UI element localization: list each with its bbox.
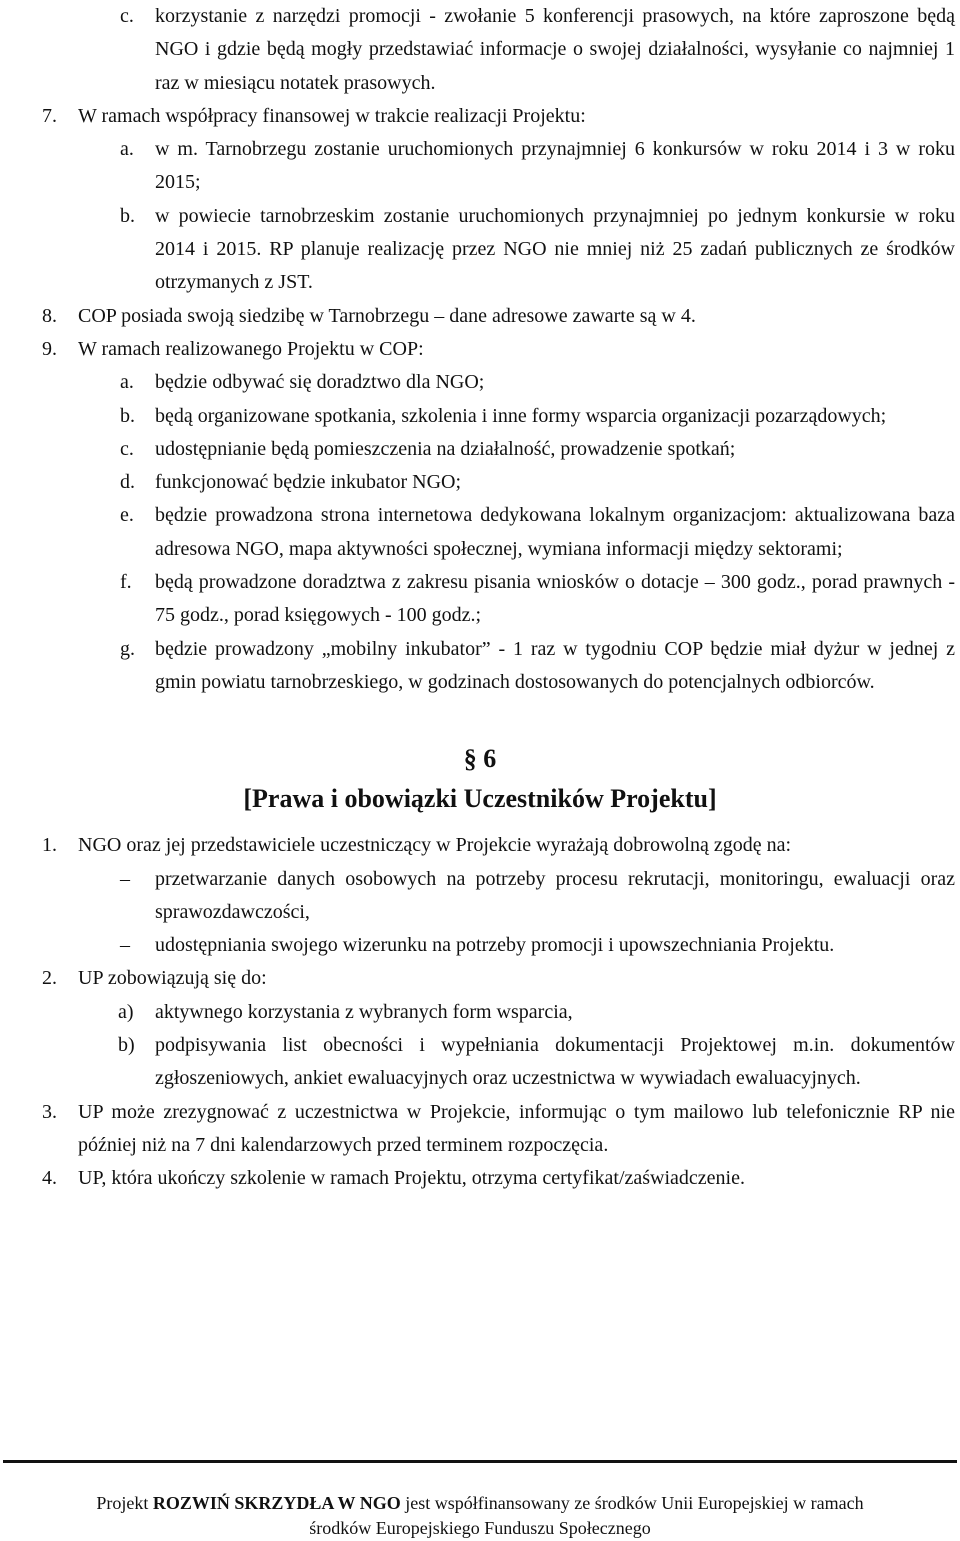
list-text: UP, która ukończy szkolenie w ramach Projektu, otrzyma certyfikat/zaświadczenie. <box>78 1167 745 1190</box>
list-item <box>120 133 955 200</box>
section-number: § 6 <box>463 744 497 774</box>
list-item <box>42 829 955 862</box>
list-text: będzie odbywać się doradztwo dla NGO; <box>155 371 485 394</box>
list-marker: 7. <box>42 104 57 127</box>
list-item <box>120 566 955 633</box>
list-text: podpisywania list obecności i wypełniania dokumentacji Projektowej m.in. dokumentów zgłoszeniowych, ankiet ewaluacyjnych oraz uczestnictwa w wywiadach ewaluacyjnych. <box>155 1034 955 1090</box>
list-marker: 2. <box>42 967 57 990</box>
list-item <box>118 1029 955 1096</box>
list-text: w m. Tarnobrzegu zostanie uruchomionych przynajmniej 6 konkursów w roku 2014 i 3 w roku 2015; <box>155 138 955 194</box>
footer-line-2: środków Europejskiego Funduszu Społecznego <box>309 1518 651 1538</box>
list-item <box>42 333 955 366</box>
list-item <box>120 929 955 962</box>
list-text: COP posiada swoją siedzibę w Tarnobrzegu – dane adresowe zawarte są w 4. <box>78 304 696 327</box>
list-text: W ramach współpracy finansowej w trakcie realizacji Projektu: <box>78 104 586 127</box>
list-marker: 8. <box>42 304 57 327</box>
list-marker: e. <box>120 504 134 527</box>
list-marker: a. <box>120 138 134 161</box>
dash-marker: – <box>120 867 130 890</box>
list-item <box>42 300 955 333</box>
list-marker: 4. <box>42 1167 57 1190</box>
list-text: będzie prowadzona strona internetowa dedykowana lokalnym organizacjom: aktualizowana baza adresowa NGO, mapa aktywności społecznej, wymiana informacji między sektorami; <box>155 504 955 560</box>
section-title: [Prawa i obowiązki Uczestników Projektu] <box>243 784 717 814</box>
list-text: W ramach realizowanego Projektu w COP: <box>78 337 424 360</box>
list-text: będą prowadzone doradztwa z zakresu pisania wniosków o dotacje – 300 godz., porad prawnych - 75 godz., porad księgowych - 100 godz.; <box>155 571 955 627</box>
list-marker: f. <box>120 571 132 594</box>
list-item <box>42 962 955 995</box>
list-item <box>120 863 955 930</box>
footer-line-1: Projekt ROZWIŃ SKRZYDŁA W NGO jest współfinansowany ze środków Unii Europejskiej w ramach <box>96 1493 864 1513</box>
list-text: udostępnianie będą pomieszczenia na działalność, prowadzenie spotkań; <box>155 437 736 460</box>
list-text: aktywnego korzystania z wybranych form wsparcia, <box>155 1000 573 1023</box>
page-footer <box>0 1491 960 1541</box>
list-item <box>118 996 955 1029</box>
list-text: NGO oraz jej przedstawiciele uczestniczący w Projekcie wyrażają dobrowolną zgodę na: <box>78 834 792 857</box>
list-item <box>120 433 955 466</box>
list-marker: d. <box>120 471 135 494</box>
list-marker: a. <box>120 371 134 394</box>
dash-marker: – <box>120 934 130 957</box>
list-text: funkcjonować będzie inkubator NGO; <box>155 471 462 494</box>
list-item <box>42 100 955 133</box>
list-item <box>42 1162 955 1195</box>
list-item <box>120 0 955 100</box>
list-text: UP może zrezygnować z uczestnictwa w Projekcie, informując o tym mailowo lub telefonicznie RP nie później niż na 7 dni kalendarzowych przed terminem rozpoczęcia. <box>78 1100 955 1156</box>
list-marker: 9. <box>42 337 57 360</box>
list-item <box>120 466 955 499</box>
list-marker: c. <box>120 437 134 460</box>
list-text: korzystanie z narzędzi promocji - zwołanie 5 konferencji prasowych, na które zaproszone będą NGO i gdzie będą mogły przedstawiać informacje o swojej działalności, wysyłanie co najmniej 1 raz w miesiącu notatek prasowych. <box>155 5 955 94</box>
list-text: przetwarzanie danych osobowych na potrzeby procesu rekrutacji, monitoringu, ewaluacji oraz sprawozdawczości, <box>155 867 955 923</box>
list-text: będzie prowadzony „mobilny inkubator” - 1 raz w tygodniu COP będzie miał dyżur w jednej z gmin powiatu tarnobrzeskiego, w godzinach dostosowanych do potencjalnych odbiorców. <box>155 637 955 693</box>
list-marker: b. <box>120 404 135 427</box>
list-item <box>120 366 955 399</box>
list-item <box>120 400 955 433</box>
list-item <box>120 200 955 300</box>
list-item <box>120 499 955 566</box>
list-text: będą organizowane spotkania, szkolenia i inne formy wsparcia organizacji pozarządowych; <box>155 404 887 427</box>
list-marker: g. <box>120 637 135 660</box>
list-text: w powiecie tarnobrzeskim zostanie uruchomionych przynajmniej po jednym konkursie w roku 2014 i 2015. RP planuje realizację przez NGO nie mniej niż 25 zadań publicznych ze środków otrzymanych z JST. <box>155 204 955 294</box>
list-text: udostępniania swojego wizerunku na potrzeby promocji i upowszechniania Projektu. <box>155 934 835 957</box>
list-marker: c. <box>120 5 134 27</box>
footer-divider <box>3 1460 957 1463</box>
list-item <box>120 633 955 700</box>
list-marker: 1. <box>42 834 57 857</box>
list-marker: 3. <box>42 1100 57 1123</box>
list-item <box>42 1096 955 1163</box>
section-sign: § <box>463 744 477 774</box>
list-marker: a) <box>118 1000 134 1023</box>
project-name: ROZWIŃ SKRZYDŁA W NGO <box>152 1493 401 1513</box>
list-marker: b. <box>120 204 135 227</box>
list-text: UP zobowiązują się do: <box>78 967 267 990</box>
list-marker: b) <box>118 1034 135 1057</box>
